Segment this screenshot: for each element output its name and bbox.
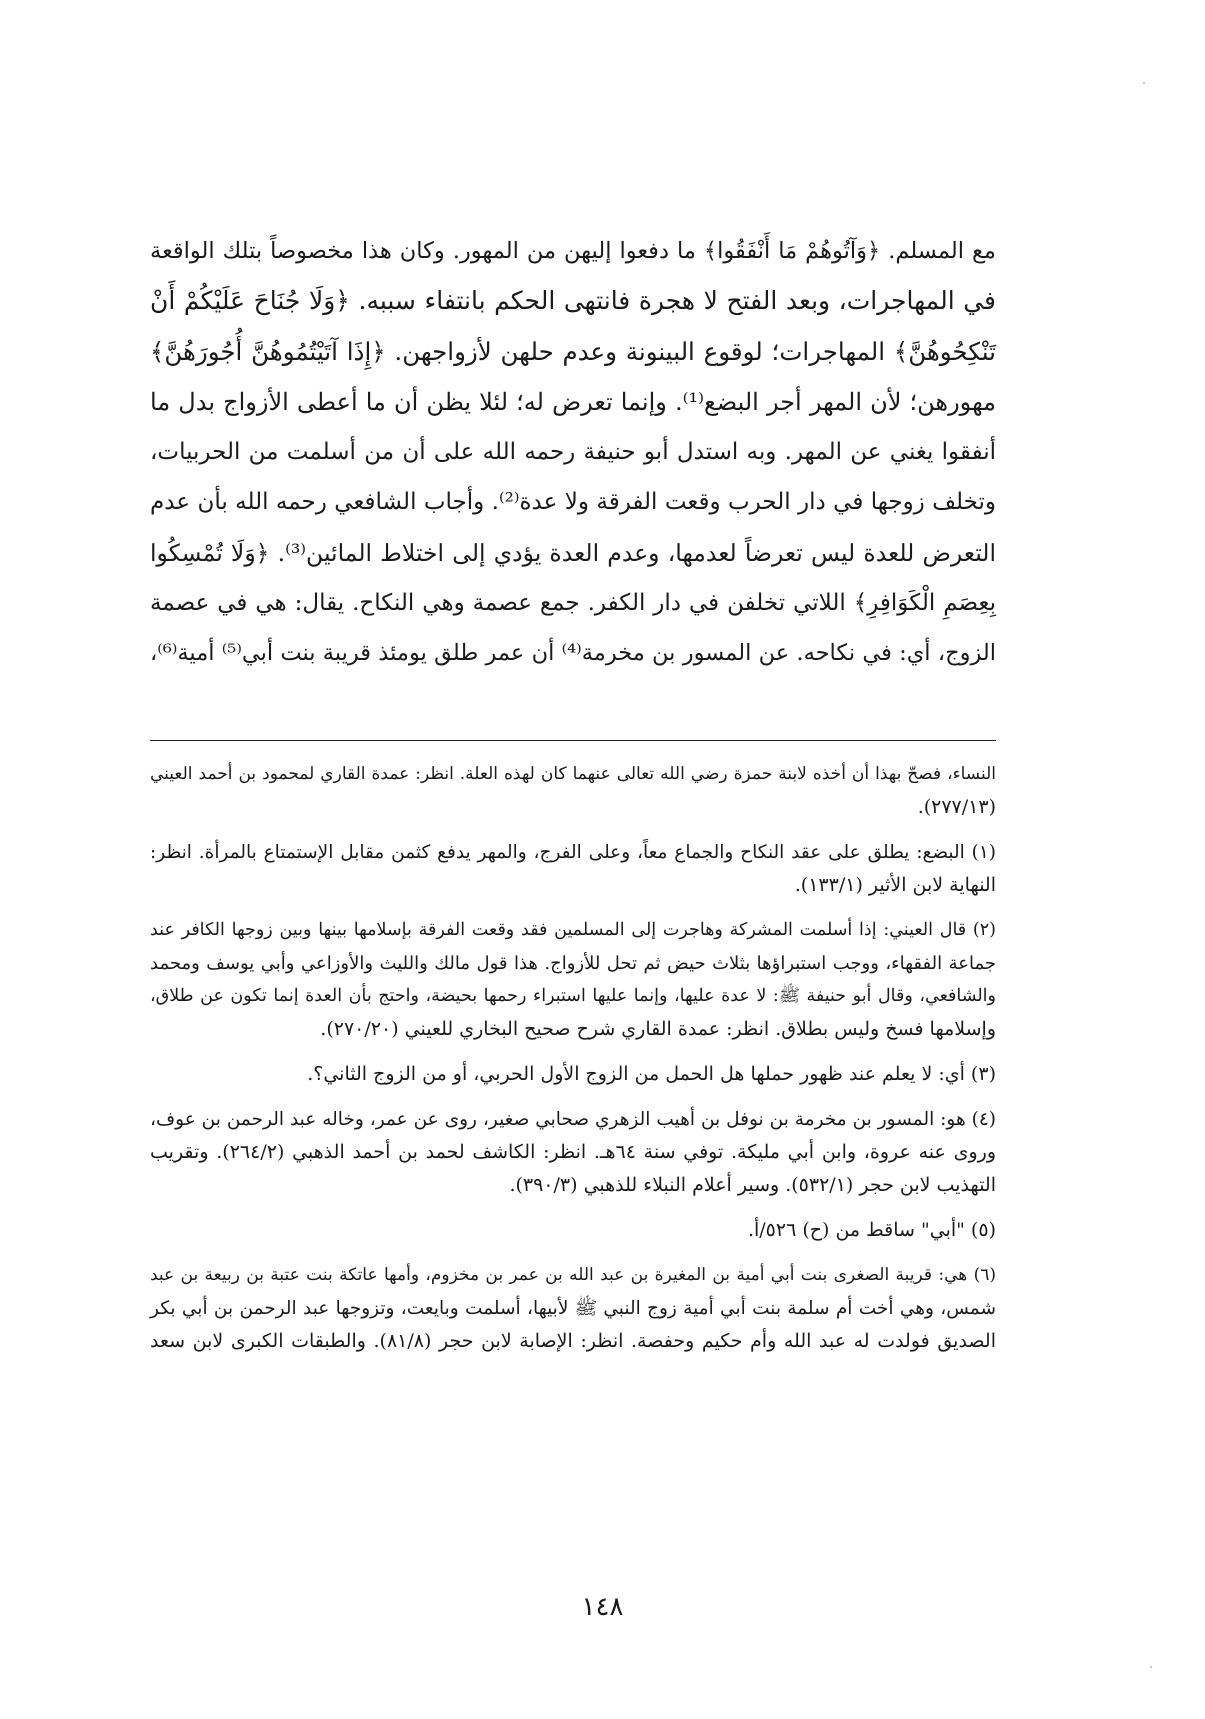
footnote-line: الصديق فولدت له عبد الله وأم حكيم وحفصة. انظر: الإصابة لابن حجر (٨١/٨). والطبقات الكبرى لابن سعد bbox=[150, 1330, 996, 1352]
footnote-1 bbox=[150, 836, 996, 902]
footnote-line: جماعة الفقهاء، ووجب استبراؤها بثلاث حيض ثم تحل للأزواج. هذا قول مالك والليث والأوزاعي وأبي يوسف ومحمد bbox=[150, 953, 996, 974]
footnote-6 bbox=[150, 1259, 996, 1358]
footnote-line: وروى عنه عروة، وابن أبي مليكة. توفي سنة ٦٤هـ. انظر: الكاشف لحمد بن أحمد الذهبي (٢٦٤/٢). وتقريب bbox=[150, 1141, 996, 1163]
footnote-4 bbox=[150, 1103, 996, 1202]
main-text-line: الزوج، أي: في نكاحه. عن المسور بن مخرمة⁽⁴⁾ أن عمر طلق يومئذ قريبة بنت أبي⁽⁵⁾ أمية⁽⁶⁾، bbox=[150, 640, 996, 667]
main-text-line: مهورهن؛ لأن المهر أجر البضع⁽¹⁾. وإنما تعرض له؛ لئلا يظن أن ما أعطى الأزواج بدل ما bbox=[150, 387, 996, 416]
footnote-2 bbox=[150, 914, 996, 1046]
footnote-line: شمس، وهي أخت أم سلمة بنت أبي أمية زوج النبي ﷺ لأبيها، أسلمت وبايعت، وتزوجها عبد الرحمن بن أبي بكر bbox=[150, 1298, 996, 1319]
page-number: ١٤٨ bbox=[581, 1592, 624, 1622]
footnote-line: والشافعي، وقال أبو حنيفة ﷺ: لا عدة عليها، وإنما عليها استبراء رحمها بحيضة، واحتج بأن العدة إنما تكون عن طلاق، bbox=[150, 986, 996, 1006]
scan-speck bbox=[1143, 82, 1145, 84]
scan-speck bbox=[1150, 1666, 1152, 1668]
footnote-line: (٥) "أبي" ساقط من (ح) ٥٢٦/أ. bbox=[747, 1219, 996, 1241]
main-text-line: أنفقوا يغني عن المهر. وبه استدل أبو حنيفة رحمه الله على أن من أسلمت من الحربيات، bbox=[150, 439, 996, 466]
main-text-line: في المهاجرات، وبعد الفتح لا هجرة فانتهى الحكم بانتفاء سببه. ﴿وَلَا جُنَاحَ عَلَيْكُمْ أَنْ bbox=[150, 286, 996, 316]
footnote-line: النساء، فصحّ بهذا أن أخذه لابنة حمزة رضي الله تعالى عنهما كان لهذه العلة. انظر: عمدة القاري لمحمود بن أحمد العيني bbox=[150, 764, 996, 784]
footnote-line: (٣) أي: لا يعلم عند ظهور حملها هل الحمل من الزوج الأول الحربي، أو من الزوج الثاني؟. bbox=[307, 1063, 996, 1085]
footnote-3 bbox=[150, 1058, 996, 1091]
footnote-5 bbox=[150, 1214, 996, 1247]
footnote-line: (١) البضع: يطلق على عقد النكاح والجماع معاً، وعلى الفرج، والمهر يدفع كثمن مقابل الإستمتاع بالمرأة. انظر: bbox=[150, 842, 996, 863]
main-text-line: التعرض للعدة ليس تعرضاً لعدمها، وعدم العدة يؤدي إلى اختلاط المائين⁽³⁾. ﴿وَلَا تُمْسِكُوا bbox=[150, 538, 996, 567]
footnote-line: (٢) قال العيني: إذا أسلمت المشركة وهاجرت إلى المسلمين فقد وقعت الفرقة بإسلامها بينها وبين زوجها الكافر عند bbox=[150, 920, 996, 940]
footnote-continuation bbox=[150, 758, 996, 824]
footnote-line: (٢٧٧/١٣). bbox=[917, 796, 996, 818]
footnote-line: النهاية لابن الأثير (١٣٣/١). bbox=[794, 874, 996, 896]
footnote-line: (٤) هو: المسور بن مخرمة بن نوفل بن أهيب الزهري صحابي صغير، روى عن عمر، وخاله عبد الرحمن بن عوف، bbox=[150, 1109, 996, 1130]
footnotes-block bbox=[150, 758, 996, 1370]
main-text-line: بِعِصَمِ الْكَوَافِرِ﴾ اللاتي تخلفن في دار الكفر. جمع عصمة وهي النكاح. يقال: هي في عصمة bbox=[150, 590, 996, 617]
footnote-line: التهذيب لابن حجر (٥٣٢/١). وسير أعلام النبلاء للذهبي (٣٩٠/٣). bbox=[509, 1174, 996, 1196]
main-text-line: وتخلف زوجها في دار الحرب وقعت الفرقة ولا عدة⁽²⁾. وأجاب الشافعي رحمه الله بأن عدم bbox=[150, 489, 996, 516]
main-text-line: مع المسلم. ﴿وَآتُوهُمْ مَا أَنْفَقُوا﴾ ما دفعوا إليهن من المهور. وكان هذا مخصوصاً بتلك الواقعة bbox=[150, 238, 996, 264]
main-text-line: تَنْكِحُوهُنَّ﴾ المهاجرات؛ لوقوع البينونة وعدم حلهن لأزواجهن. ﴿إِذَا آتَيْتُمُوهُنَّ أُجُورَهُنَّ﴾ bbox=[150, 336, 996, 366]
footnote-line: (٦) هي: قريبة الصغرى بنت أبي أمية بن المغيرة بن عبد الله بن عمر بن مخزوم، وأمها عاتكة بنت عتبة بن ربيعة بن عبد bbox=[150, 1265, 996, 1285]
footnote-line: وإسلامها فسخ وليس بطلاق. انظر: عمدة القاري شرح صحيح البخاري للعيني (٢٧٠/٢٠). bbox=[320, 1018, 996, 1040]
footnote-divider bbox=[150, 740, 996, 741]
main-text-block bbox=[150, 226, 996, 679]
